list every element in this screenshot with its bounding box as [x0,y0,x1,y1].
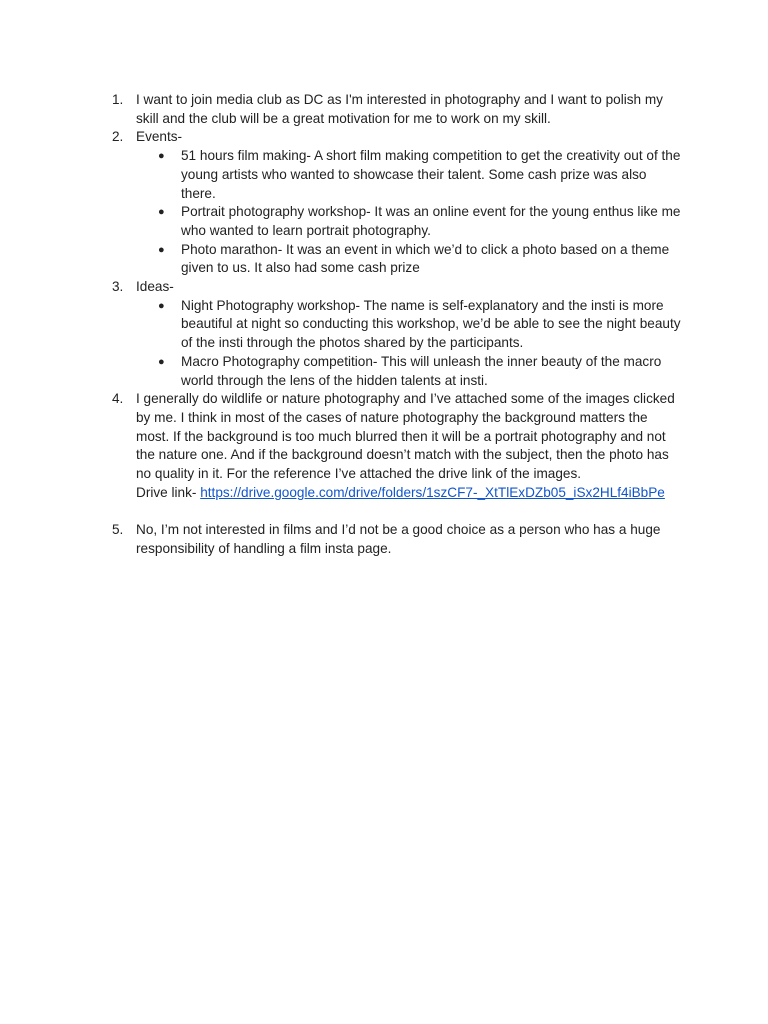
list-item-text: I want to join media club as DC as I'm interested in photography and I want to polish my skill and the club will be a great motivation for me to work on my skill. [136,92,663,126]
list-number: 2. [112,129,124,145]
bullet-item [0,147,768,203]
bullet-icon: ● [158,206,165,219]
drive-link-label: Drive link- [136,484,201,500]
bullet-icon: ● [158,355,165,368]
list-number: 1. [112,92,124,107]
numbered-list [0,91,768,559]
bullet-text: 51 hours film making- A short film making competition to get the creativity out of the young artists who wanted to showcase their talent. Some cash prize was also there. [181,148,681,201]
bullet-text: Macro Photography competition- This will unleash the inner beauty of the macro world through the lens of the hidden talents at insti. [181,353,662,388]
list-number: 3. [112,279,124,295]
bullet-text: Night Photography workshop- The name is self-explanatory and the insti is more beautiful at night so conducting this workshop, we’d be able to see the night beauty of the insti through the photos shared by the participants. [181,297,681,351]
bullet-item [0,203,768,240]
list-item-text: Ideas- [136,279,174,295]
list-item-text: No, I’m not interested in films and I’d not be a good choice as a person who has a huge responsibility of handling a film insta page. [136,522,661,556]
list-item-5 [0,521,768,558]
list-item-text: Events- [136,129,183,145]
bullet-icon: ● [158,150,165,163]
list-item-text: I generally do wildlife or nature photography and I’ve attached some of the images clicked by me. I think in most of the cases of nature photography the background matters the most. If the background is too much blurred then it will be a portrait photography and not the nature one. And if the background doesn’t match with the subject, then the photo has no quality in it. For the reference I’ve attached the drive link of the images. [136,391,675,482]
bullet-text: Photo marathon- It was an event in which we’d to click a photo based on a theme given to us. It also had some cash prize [181,241,670,276]
list-number: 5. [112,522,124,538]
list-item-2 [0,128,768,147]
bullet-icon: ● [158,299,165,312]
drive-link[interactable]: https://drive.google.com/drive/folders/1szCF7-_XtTlExDZb05_iSx2HLf4iBbPe [200,484,665,500]
bullet-item [0,241,768,278]
bullet-item [0,353,768,390]
list-item-3 [0,278,768,297]
list-item-4 [0,390,768,502]
list-item-1 [0,91,768,128]
bullet-icon: ● [158,243,165,256]
bullet-text: Portrait photography workshop- It was an online event for the young enthus like me who wanted to learn portrait photography. [181,204,681,238]
bullet-item [0,297,768,353]
list-number: 4. [112,391,124,407]
blank-line [0,502,768,521]
